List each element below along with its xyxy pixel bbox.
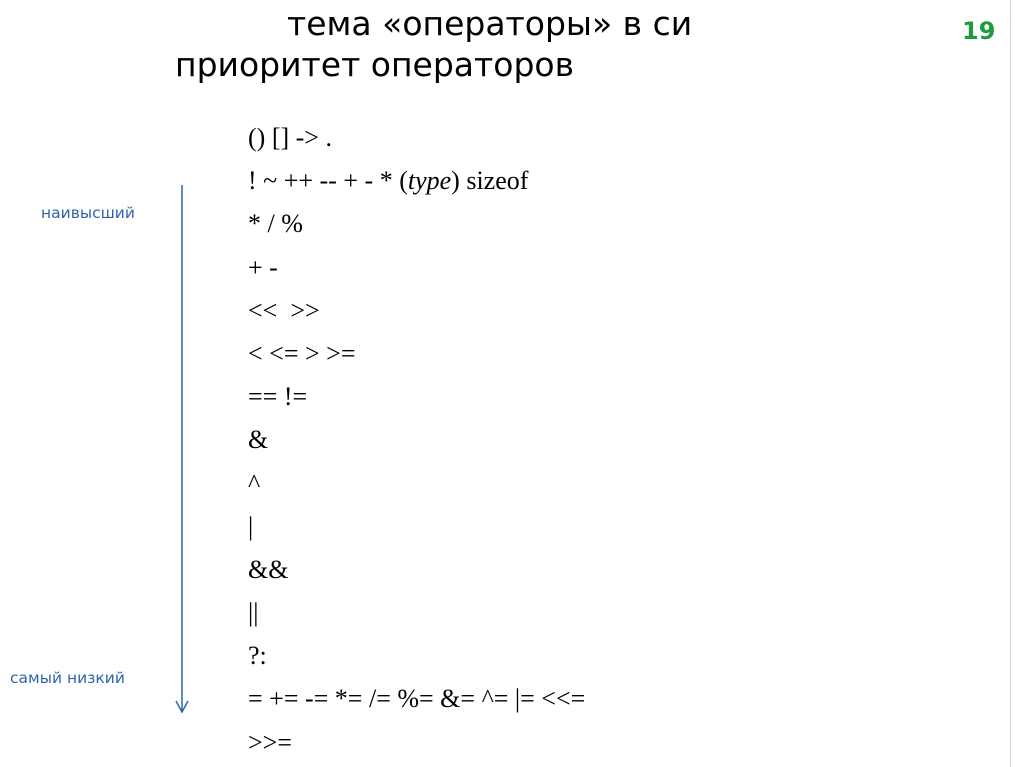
slide-title-line-2: приоритет операторов (175, 45, 575, 84)
operator-row: < <= > >= (248, 338, 356, 368)
operator-row-unary-type: type (407, 166, 452, 196)
operator-row: + - (248, 252, 278, 282)
operator-row: && (248, 554, 289, 584)
operator-row: ?: (248, 641, 267, 671)
slide-page-number: 19 (962, 17, 996, 45)
operator-row-unary-suffix: ) sizeof (451, 166, 529, 196)
operator-row: & (248, 425, 269, 455)
operator-precedence-list (248, 116, 585, 764)
operator-row: * / % (248, 209, 303, 239)
priority-arrow-icon (172, 185, 192, 715)
slide-title-line-1: тема «операторы» в си (287, 4, 693, 43)
priority-highest-label: наивысший (41, 204, 135, 222)
operator-row-unary-prefix: ! ~ ++ -- + - * ( (248, 166, 408, 196)
operator-row: = += -= *= /= %= &= ^= |= <<= (248, 684, 586, 714)
operator-row: () [] -> . (248, 123, 332, 152)
operator-row: == != (248, 382, 308, 412)
operator-row: >>= (248, 727, 292, 757)
operator-row: ^ (248, 468, 261, 498)
operator-row: | (248, 511, 254, 541)
slide-edge-rule (1010, 0, 1011, 767)
priority-lowest-label: самый низкий (10, 669, 125, 687)
operator-row-unary (248, 159, 585, 202)
operator-row: << >> (248, 295, 320, 325)
operator-row: || (248, 598, 259, 628)
